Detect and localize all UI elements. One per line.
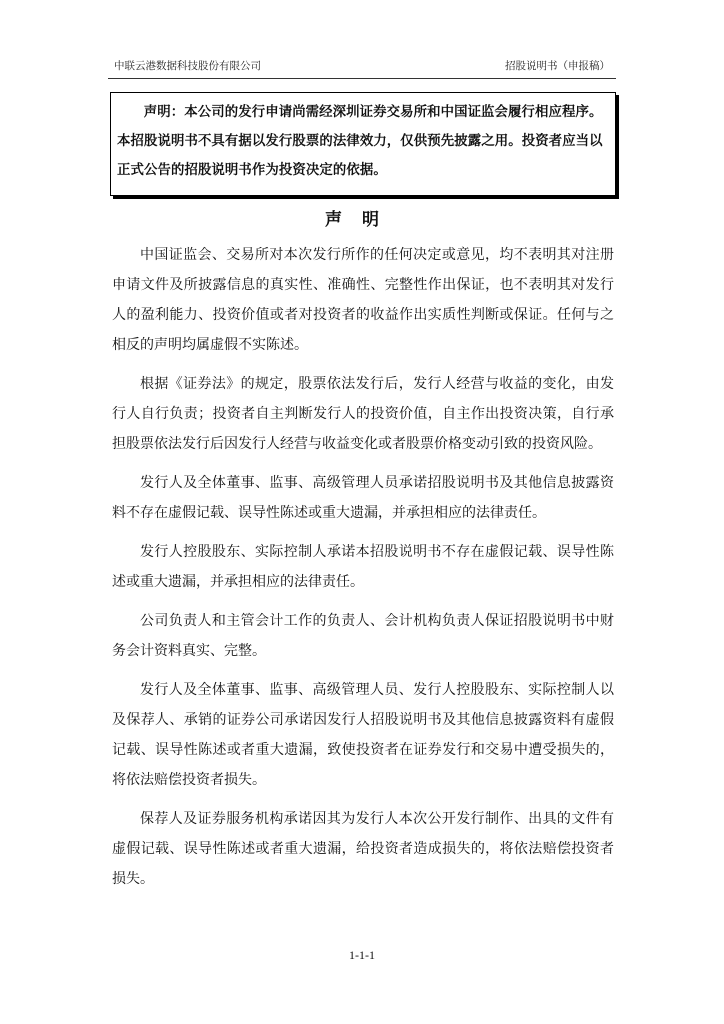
paragraph: 发行人及全体董事、监事、高级管理人员承诺招股说明书及其他信息披露资料不存在虚假记载、误导性陈述或重大遗漏，并承担相应的法律责任。	[112, 475, 614, 521]
notice-box	[110, 92, 616, 196]
section-title: 声明	[325, 210, 399, 230]
page-number: 1-1-1	[349, 948, 375, 962]
header-document-type: 招股说明书（申报稿）	[505, 60, 610, 72]
header-divider	[108, 78, 616, 79]
notice-text: 声明：本公司的发行申请尚需经深圳证券交易所和中国证监会履行相应程序。本招股说明书不具有据以发行股票的法律效力，仅供预先披露之用。投资者应当以正式公告的招股说明书作为投资决定的依据。	[117, 105, 603, 178]
paragraph: 发行人控股股东、实际控制人承诺本招股说明书不存在虚假记载、误导性陈述或重大遗漏，并承担相应的法律责任。	[112, 544, 614, 590]
paragraph: 中国证监会、交易所对本次发行所作的任何决定或意见，均不表明其对注册申请文件及所披露信息的真实性、准确性、完整性作出保证，也不表明其对发行人的盈利能力、投资价值或者对投资者的收益作出实质性判断或保证。任何与之相反的声明均属虚假不实陈述。	[112, 247, 614, 353]
paragraph: 根据《证券法》的规定，股票依法发行后，发行人经营与收益的变化，由发行人自行负责；投资者自主判断发行人的投资价值，自主作出投资决策，自行承担股票依法发行后因发行人经营与收益变化或者股票价格变动引致的投资风险。	[112, 376, 614, 452]
header-company-name: 中联云港数据科技股份有限公司	[114, 60, 261, 72]
paragraph: 公司负责人和主管会计工作的负责人、会计机构负责人保证招股说明书中财务会计资料真实、完整。	[112, 613, 614, 659]
declaration-body	[112, 240, 614, 903]
page-header	[108, 58, 616, 76]
paragraph: 发行人及全体董事、监事、高级管理人员、发行人控股股东、实际控制人以及保荐人、承销的证券公司承诺因发行人招股说明书及其他信息披露资料有虚假记载、误导性陈述或者重大遗漏，致使投资者在证券发行和交易中遭受损失的，将依法赔偿投资者损失。	[112, 682, 614, 788]
paragraph: 保荐人及证券服务机构承诺因其为发行人本次公开发行制作、出具的文件有虚假记载、误导性陈述或者重大遗漏，给投资者造成损失的，将依法赔偿投资者损失。	[112, 811, 614, 887]
